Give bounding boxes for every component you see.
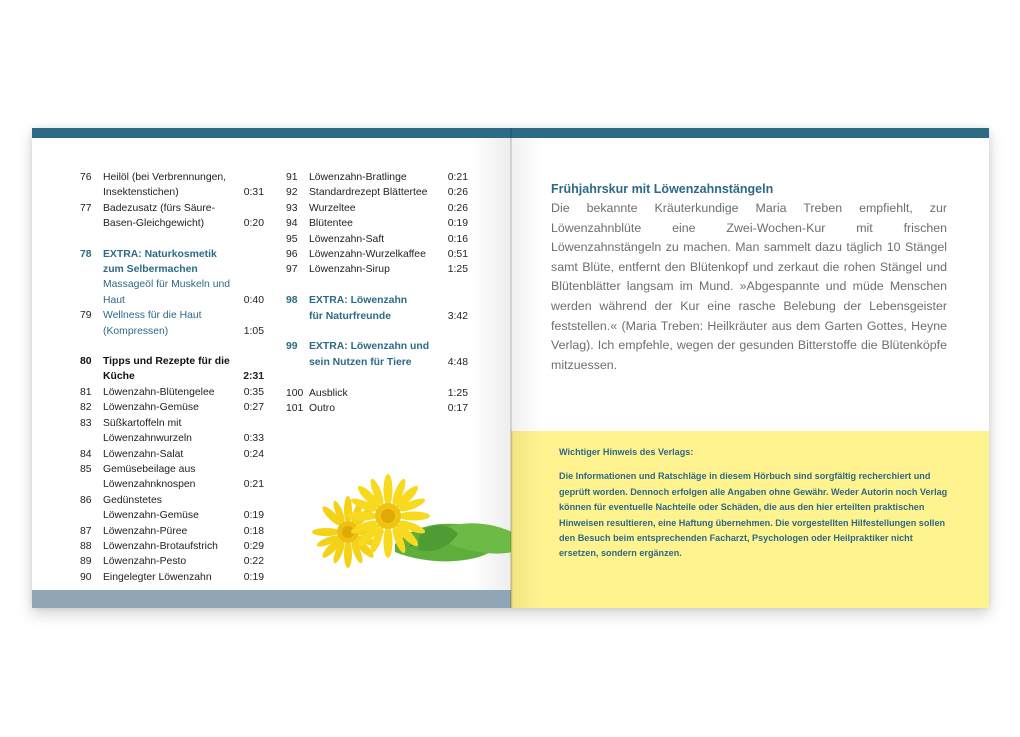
toc-entry xyxy=(80,201,264,232)
track-number: 96 xyxy=(286,249,298,261)
publisher-notice-box xyxy=(511,431,989,608)
track-number: 82 xyxy=(80,402,92,414)
article-body: Die bekannte Kräuterkundige Maria Treben empfiehlt, zur Löwenzahnblüte eine Zwei-Wochen-Kur mit frischen Löwenzahnstängeln zu machen. Man sammelt dazu täglich 10 Stängel samt Blüte, entfernt den Blütenkopf und zerkaut die rohen Stängel und Blütenblätter langsam im Mund. »Abgespannte und müde Menschen werden während der Kur eine rasche Belebung der Lebensgeister feststellen.« (Maria Treben: Heilkräuter aus dem Garten Gottes, Heyne Verlag). Ich empfehle, wegen der gesunden Bitterstoffe die Blütenköpfe mitzuessen. xyxy=(551,201,947,372)
track-title: Blütentee xyxy=(309,218,353,230)
toc-column-1 xyxy=(80,170,264,585)
track-duration: 0:27 xyxy=(243,402,264,414)
track-title: Ausblick xyxy=(309,387,348,399)
toc-section-heading xyxy=(286,293,468,324)
track-duration: 0:20 xyxy=(243,218,264,230)
top-color-bar xyxy=(32,128,511,138)
track-number: 98 xyxy=(286,295,298,307)
gutter-shadow xyxy=(511,138,541,608)
toc-entry xyxy=(80,400,264,415)
top-color-bar xyxy=(511,128,989,138)
track-duration: 4:48 xyxy=(447,356,468,368)
toc-entry xyxy=(80,524,264,539)
dandelion-flowers-image xyxy=(300,474,511,572)
article-heading: Frühjahrskur mit Löwenzahnstängeln xyxy=(551,182,774,196)
track-title: Wurzeltee xyxy=(309,202,356,214)
track-title: Gemüsebeilage aus Löwenzahnknospen xyxy=(103,463,196,491)
booklet-spread xyxy=(32,128,989,608)
track-duration: 1:05 xyxy=(243,325,264,337)
toc-entry xyxy=(80,385,264,400)
track-title: Heilöl (bei Verbrennungen, Insektenstichen) xyxy=(103,172,227,199)
track-number: 88 xyxy=(80,540,92,552)
track-number: 100 xyxy=(286,387,304,399)
toc-entry xyxy=(80,308,264,339)
toc-entry xyxy=(80,539,264,554)
track-duration: 0:22 xyxy=(243,556,264,568)
toc-entry xyxy=(286,232,468,247)
track-duration: 0:17 xyxy=(447,403,468,415)
toc-section-heading xyxy=(80,247,264,278)
track-duration: 0:35 xyxy=(243,386,264,398)
track-title: EXTRA: Naturkosmetik zum Selbermachen xyxy=(103,248,217,276)
track-title: Löwenzahn-Brotaufstrich xyxy=(103,540,218,552)
track-number: 85 xyxy=(80,463,92,475)
track-number: 86 xyxy=(80,494,92,506)
track-duration: 0:21 xyxy=(243,479,264,491)
track-title: Eingelegter Löwenzahn xyxy=(103,571,212,583)
track-duration: 0:19 xyxy=(447,218,468,230)
track-duration: 0:31 xyxy=(243,187,264,199)
track-duration: 1:25 xyxy=(447,387,468,399)
toc-entry xyxy=(286,185,468,200)
track-duration: 1:25 xyxy=(447,264,468,276)
track-number: 89 xyxy=(80,556,92,568)
track-duration: 0:18 xyxy=(243,525,264,537)
track-title: Löwenzahn-Pesto xyxy=(103,556,187,568)
track-number: 99 xyxy=(286,341,298,353)
left-page-track-list xyxy=(32,128,511,608)
track-title: Süßkartoffeln mit Löwenzahnwurzeln xyxy=(103,417,192,445)
track-title: Löwenzahn-Blütengelee xyxy=(103,386,215,398)
track-title: Löwenzahn-Saft xyxy=(309,233,385,245)
toc-entry xyxy=(286,401,468,416)
track-title: Löwenzahn-Salat xyxy=(103,448,184,460)
track-duration: 0:26 xyxy=(447,187,468,199)
toc-column-2 xyxy=(286,170,468,416)
track-duration: 0:29 xyxy=(243,540,264,552)
track-number: 80 xyxy=(80,356,92,368)
track-number: 101 xyxy=(286,403,304,415)
notice-body: Die Informationen und Ratschläge in diesem Hörbuch sind sorgfältig recherchiert und geprüft worden. Dennoch erfolgen alle Angaben ohne Gewähr. Weder Autorin noch Verlag können für eventuelle Nachteile oder Schäden, die aus den hier erteilten praktischen Hinweisen resultieren, eine Haftung übernehmen. Die vorgestellten Hilfestellungen sollen den Besuch beim entsprechenden Facharzt, Psychologen oder Heilpraktiker nicht ersetzen, sondern ergänzen. xyxy=(559,471,948,559)
track-number: 78 xyxy=(80,248,92,260)
track-duration: 2:31 xyxy=(243,371,264,383)
track-title: Löwenzahn-Sirup xyxy=(309,264,390,276)
track-number: 84 xyxy=(80,448,92,460)
track-title: EXTRA: Löwenzahn und sein Nutzen für Tiere xyxy=(309,341,430,368)
track-duration: 3:42 xyxy=(447,310,468,322)
toc-entry xyxy=(286,262,468,277)
track-duration: 0:16 xyxy=(447,233,468,245)
track-number: 77 xyxy=(80,202,92,214)
track-duration: 0:26 xyxy=(447,202,468,214)
article xyxy=(551,180,947,375)
track-title: Massageöl für Muskeln und Haut xyxy=(103,279,231,306)
track-number: 97 xyxy=(286,264,298,276)
track-number: 92 xyxy=(286,187,298,199)
track-number: 87 xyxy=(80,525,92,537)
toc-entry xyxy=(80,570,264,585)
track-duration: 0:21 xyxy=(447,172,468,183)
track-number: 94 xyxy=(286,218,298,230)
toc-entry xyxy=(286,386,468,401)
track-number: 95 xyxy=(286,233,298,245)
bottom-color-bar xyxy=(32,590,511,608)
track-number: 76 xyxy=(80,172,92,183)
toc-section-heading xyxy=(80,354,264,385)
toc-section-heading xyxy=(286,339,468,370)
toc-entry xyxy=(80,493,264,524)
toc-entry xyxy=(80,277,264,308)
track-duration: 0:51 xyxy=(447,249,468,261)
track-title: EXTRA: Löwenzahn für Naturfreunde xyxy=(309,295,408,322)
track-number: 91 xyxy=(286,172,298,183)
toc-entry xyxy=(286,170,468,185)
track-title: Badezusatz (fürs Säure-Basen-Gleichgewicht) xyxy=(103,202,216,230)
track-title: Gedünstetes Löwenzahn-Gemüse xyxy=(103,494,199,522)
track-title: Löwenzahn-Wurzelkaffee xyxy=(309,249,426,261)
track-title: Löwenzahn-Bratlinge xyxy=(309,172,407,183)
toc-entry xyxy=(80,416,264,447)
toc-entry xyxy=(80,170,264,201)
track-title: Wellness für die Haut (Kompressen) xyxy=(103,310,202,337)
track-duration: 0:40 xyxy=(243,294,264,306)
track-duration: 0:33 xyxy=(243,433,264,445)
track-title: Löwenzahn-Püree xyxy=(103,525,188,537)
right-page-article xyxy=(511,128,989,608)
track-duration: 0:19 xyxy=(243,571,264,583)
toc-entry xyxy=(80,554,264,569)
notice-title: Wichtiger Hinweis des Verlags: xyxy=(559,447,694,457)
track-title: Standardrezept Blättertee xyxy=(309,187,428,199)
track-number: 81 xyxy=(80,386,92,398)
track-duration: 0:24 xyxy=(243,448,264,460)
track-number: 93 xyxy=(286,202,298,214)
track-number: 79 xyxy=(80,310,92,322)
track-title: Tipps und Rezepte für die Küche xyxy=(103,356,230,383)
toc-entry xyxy=(80,462,264,493)
track-duration: 0:19 xyxy=(243,510,264,522)
track-number: 90 xyxy=(80,571,92,583)
track-title: Löwenzahn-Gemüse xyxy=(103,402,199,414)
page-fold xyxy=(510,128,512,608)
track-title: Outro xyxy=(309,403,335,415)
toc-entry xyxy=(286,247,468,262)
track-number: 83 xyxy=(80,417,92,429)
toc-entry xyxy=(286,216,468,231)
toc-entry xyxy=(286,201,468,216)
toc-entry xyxy=(80,447,264,462)
